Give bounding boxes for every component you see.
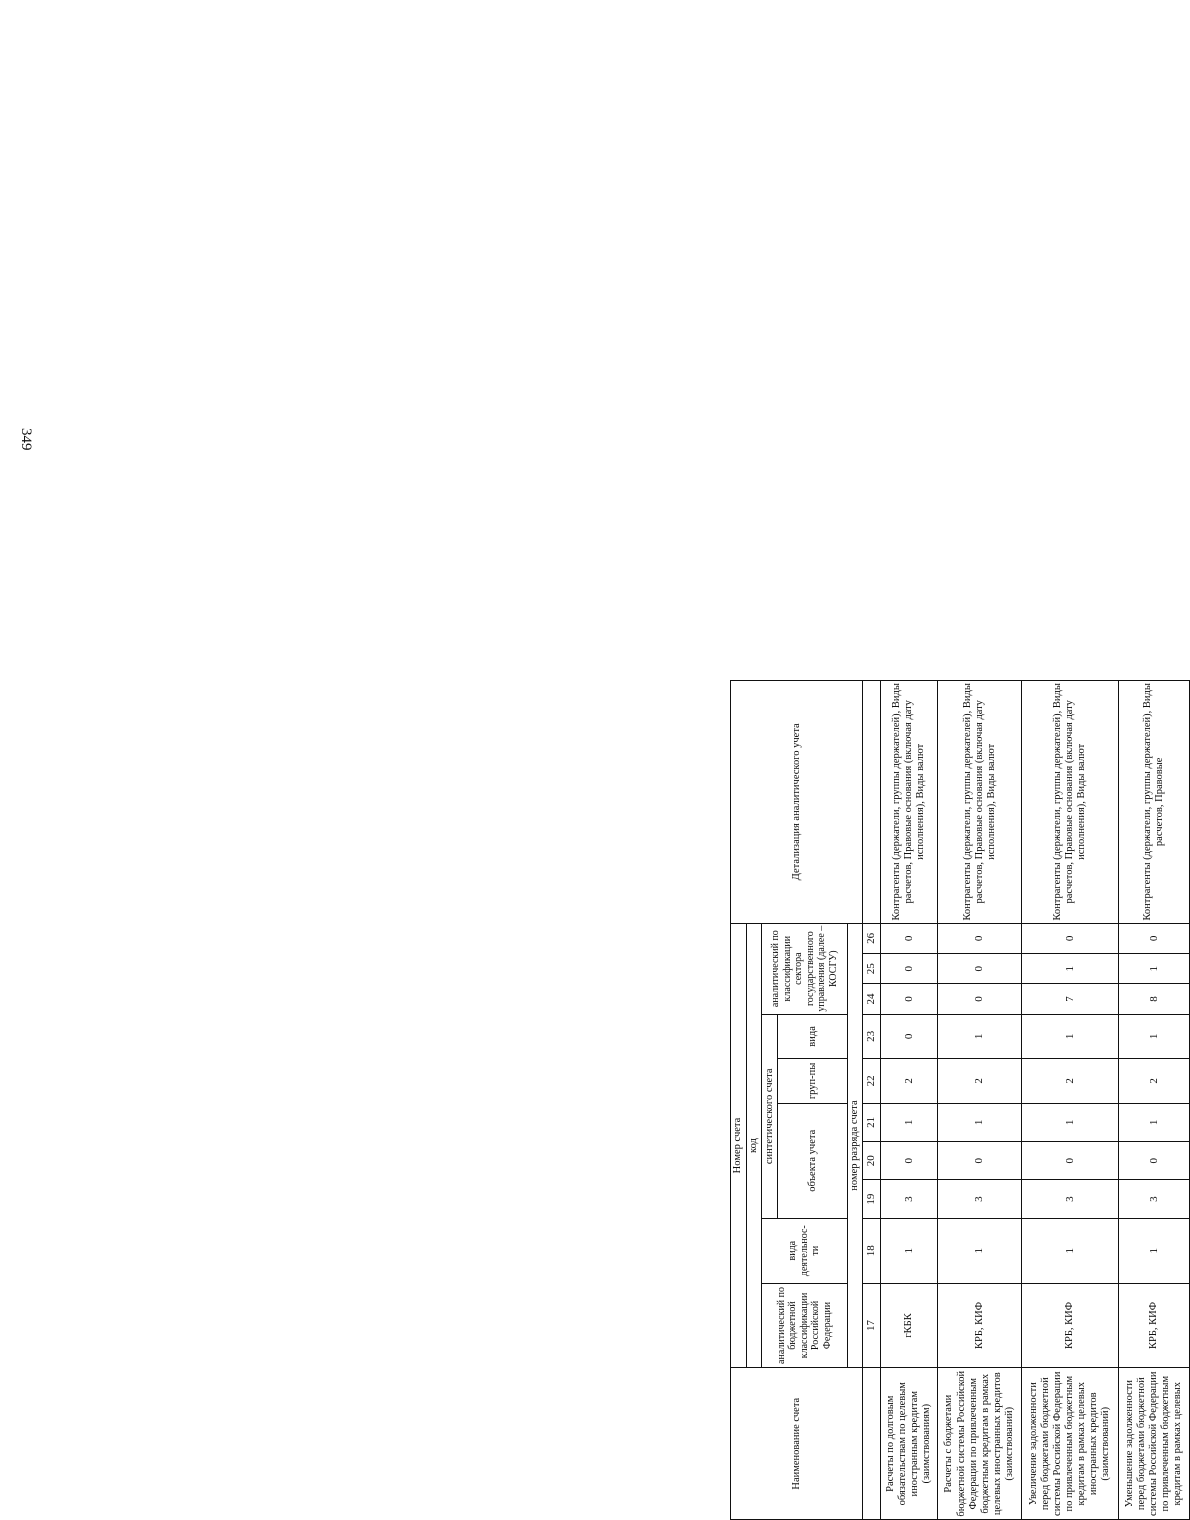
header-digit-number: номер разряда счета <box>848 923 863 1368</box>
digit-22: 22 <box>863 1059 881 1103</box>
header-budget-class: аналитический по бюджетной классификации Российской Федерации <box>762 1283 848 1368</box>
header-activity-kind: вида деятельнос-ти <box>762 1218 848 1283</box>
row-c21: 1 <box>1119 1103 1190 1141</box>
row-c20: 0 <box>1119 1142 1190 1180</box>
digit-20: 20 <box>863 1142 881 1180</box>
header-code: код <box>747 923 762 1368</box>
header-analytics-spacer <box>863 681 881 924</box>
row-c17: КРБ, КИФ <box>1119 1283 1190 1368</box>
row-c20: 0 <box>938 1142 1022 1180</box>
header-digit-17-spacer <box>863 1368 881 1520</box>
row-c19: 3 <box>1119 1180 1190 1218</box>
row-account-name: Расчеты с бюджетами бюджетной системы Российской Федерации по привлеченным бюджетным кредитам в рамках целевых иностранных кредитов (заимствований) <box>938 1368 1022 1520</box>
row-c23: 0 <box>881 1014 938 1058</box>
row-c22: 2 <box>1022 1059 1119 1103</box>
row-analytics: Контрагенты (держатели, группы держателей), Виды расчетов, Правовые основания (включая дату исполнения), Виды валют <box>938 681 1022 924</box>
row-c24: 0 <box>938 984 1022 1014</box>
row-c22: 2 <box>938 1059 1022 1103</box>
row-account-name: Увеличение задолженности перед бюджетами бюджетной системы Российской Федерации по привлеченным бюджетным кредитам в рамках целевых иностранных кредитов (заимствований) <box>1022 1368 1119 1520</box>
row-account-name: Расчеты по долговым обязательствам по целевым иностранным кредитам (заимствованиям) <box>881 1368 938 1520</box>
row-analytics: Контрагенты (держатели, группы держателей), Виды расчетов, Правовые основания (включая дату исполнения), Виды валют <box>881 681 938 924</box>
row-analytics: Контрагенты (держатели, группы держателей), Виды расчетов, Правовые основания (включая дату исполнения), Виды валют <box>1022 681 1119 924</box>
row-c21: 1 <box>938 1103 1022 1141</box>
row-c23: 1 <box>938 1014 1022 1058</box>
row-c17: КРБ, КИФ <box>938 1283 1022 1368</box>
header-group: груп-пы <box>778 1059 848 1103</box>
table-row <box>1022 681 1119 1520</box>
row-c17: гКБК <box>881 1283 938 1368</box>
row-c24: 0 <box>881 984 938 1014</box>
digit-26: 26 <box>863 923 881 953</box>
digit-21: 21 <box>863 1103 881 1141</box>
header-account-number: Номер счета <box>731 923 747 1368</box>
row-c26: 0 <box>1119 923 1190 953</box>
row-c24: 7 <box>1022 984 1119 1014</box>
row-c20: 0 <box>881 1142 938 1180</box>
digit-18: 18 <box>863 1218 881 1283</box>
row-c18: 1 <box>881 1218 938 1283</box>
row-c21: 1 <box>1022 1103 1119 1141</box>
table-row <box>1119 681 1190 1520</box>
row-c22: 2 <box>881 1059 938 1103</box>
row-c22: 2 <box>1119 1059 1190 1103</box>
header-account-name: Наименование счета <box>731 1368 863 1520</box>
digit-19: 19 <box>863 1180 881 1218</box>
row-account-name: Уменьшение задолженности перед бюджетами бюджетной системы Российской Федерации по привлеченным бюджетным кредитам в рамках целевых <box>1119 1368 1190 1520</box>
account-table-sheet <box>730 680 1190 1520</box>
digit-17: 17 <box>863 1283 881 1368</box>
row-analytics: Контрагенты (держатели, группы держателей), Виды расчетов, Правовые <box>1119 681 1190 924</box>
table-row <box>938 681 1022 1520</box>
row-c26: 0 <box>881 923 938 953</box>
account-table <box>730 680 1190 1520</box>
row-c21: 1 <box>881 1103 938 1141</box>
row-c19: 3 <box>881 1180 938 1218</box>
header-analytics: Детализация аналитического учета <box>731 681 863 924</box>
header-object: объекта учета <box>778 1103 848 1218</box>
digit-23: 23 <box>863 1014 881 1058</box>
header-kind: вида <box>778 1014 848 1058</box>
row-c18: 1 <box>1119 1218 1190 1283</box>
digit-24: 24 <box>863 984 881 1014</box>
row-c23: 1 <box>1022 1014 1119 1058</box>
row-c18: 1 <box>1022 1218 1119 1283</box>
row-c20: 0 <box>1022 1142 1119 1180</box>
row-c19: 3 <box>938 1180 1022 1218</box>
table-row <box>881 681 938 1520</box>
row-c25: 0 <box>938 954 1022 984</box>
row-c26: 0 <box>938 923 1022 953</box>
row-c24: 8 <box>1119 984 1190 1014</box>
header-synthetic: синтетического счета <box>762 1014 778 1218</box>
digit-25: 25 <box>863 954 881 984</box>
row-c26: 0 <box>1022 923 1119 953</box>
row-c23: 1 <box>1119 1014 1190 1058</box>
header-kosgu: аналитический по классификации сектора государственного управления (далее – КОСГУ) <box>762 923 848 1014</box>
row-c18: 1 <box>938 1218 1022 1283</box>
row-c25: 0 <box>881 954 938 984</box>
row-c25: 1 <box>1022 954 1119 984</box>
row-c17: КРБ, КИФ <box>1022 1283 1119 1368</box>
row-c19: 3 <box>1022 1180 1119 1218</box>
page-number: 349 <box>18 428 34 451</box>
row-c25: 1 <box>1119 954 1190 984</box>
